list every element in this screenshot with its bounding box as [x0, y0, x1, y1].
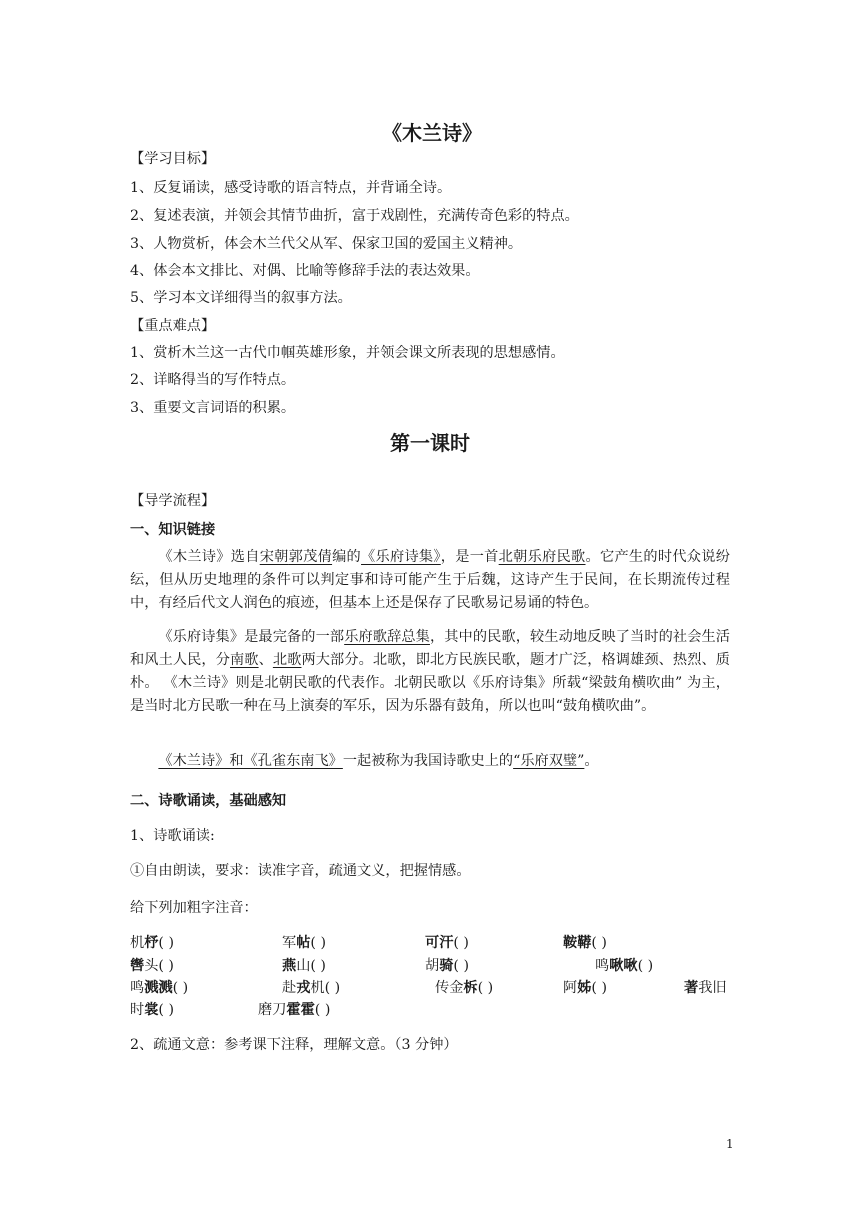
phonetic-item: 可汗( ): [425, 935, 469, 951]
phonetic-item: 鞍鞯( ): [563, 935, 607, 951]
lesson-title: 第一课时: [390, 431, 470, 455]
phonetic-item: 时裳( ): [130, 1002, 174, 1018]
goal-item: 1、反复诵读，感受诗歌的语言特点，并背诵全诗。: [130, 180, 452, 196]
phonetic-item: 传金柝( ): [435, 980, 494, 996]
phonetic-item: 磨刀霍霍( ): [258, 1002, 331, 1018]
goal-item: 5、学习本文详细得当的叙事方法。: [130, 290, 352, 306]
phonetic-item: 赴戎机( ): [282, 980, 341, 996]
comprehension-subheading: 2、疏通文意：参考课下注释，理解文意。（3 分钟）: [130, 1037, 458, 1053]
section1-heading: 一、知识链接: [130, 522, 216, 538]
goal-item: 2、复述表演，并领会其情节曲折，富于戏剧性，充满传奇色彩的特点。: [130, 208, 579, 224]
doc-title: 《木兰诗》: [382, 121, 482, 145]
knowledge-paragraph-1: 《木兰诗》选自宋朝郭茂倩编的《乐府诗集》，是一首北朝乐府民歌。它产生的时代众说纷纭，但从历史地理的条件可以判定事和诗可能产生于后魏，这诗产生于民间，在长期流传过程中，有经后代文人润色的痕迹，但基本上还是保存了民歌易记易诵的特色。: [130, 549, 730, 611]
difficulty-item: 2、详略得当的写作特点。: [130, 372, 296, 388]
difficulties-heading: 【重点难点】: [130, 318, 216, 334]
phonetic-item: 机杼( ): [130, 935, 174, 951]
phonetic-item: 辔头( ): [130, 958, 174, 974]
knowledge-paragraph-3: 《木兰诗》和《孔雀东南飞》一起被称为我国诗歌史上的“乐府双璧”。: [158, 753, 599, 769]
flow-heading: 【导学流程】: [130, 493, 216, 509]
difficulty-item: 3、重要文言词语的积累。: [130, 400, 296, 416]
goal-item: 4、体会本文排比、对偶、比喻等修辞手法的表达效果。: [130, 263, 480, 279]
knowledge-paragraph-2: 《乐府诗集》是最完备的一部乐府歌辞总集，其中的民歌，较生动地反映了当时的社会生活和风土人民，分南歌、北歌两大部分。北歌，即北方民族民歌，题才广泛，格调雄颈、热烈、质朴。 《木兰诗》则是北朝民歌的代表作。北朝民歌以《乐府诗集》所载“梁鼓角横吹曲” 为主，是当时北方民歌一种在马上演奏的军乐，因为乐器有鼓角，所以也叫“鼓角横吹曲”。: [130, 629, 730, 714]
reading-subheading: 1、诗歌诵读:: [130, 828, 215, 844]
goal-item: 3、人物赏析，体会木兰代父从军、保家卫国的爱国主义精神。: [130, 236, 523, 252]
phonetic-item: 胡骑( ): [425, 958, 469, 974]
phonetic-item: 军帖( ): [282, 935, 326, 951]
goals-heading: 【学习目标】: [130, 151, 216, 167]
phonetic-item: 著我旧: [684, 980, 727, 996]
page-number: 1: [726, 1137, 734, 1151]
section2-heading: 二、诗歌诵读，基础感知: [130, 793, 287, 809]
phonetic-item: 鸣溅溅( ): [130, 980, 189, 996]
phonetic-item: 阿姊( ): [563, 980, 607, 996]
phonetic-item: 燕山( ): [282, 958, 326, 974]
phonetic-prompt: 给下列加粗字注音：: [130, 900, 258, 916]
reading-requirement: ①自由朗读，要求：读准字音，疏通文义，把握情感。: [130, 863, 471, 879]
difficulty-item: 1、赏析木兰这一古代巾帼英雄形象，并领会课文所表现的思想感情。: [130, 345, 565, 361]
phonetic-item: 鸣啾啾( ): [595, 958, 654, 974]
